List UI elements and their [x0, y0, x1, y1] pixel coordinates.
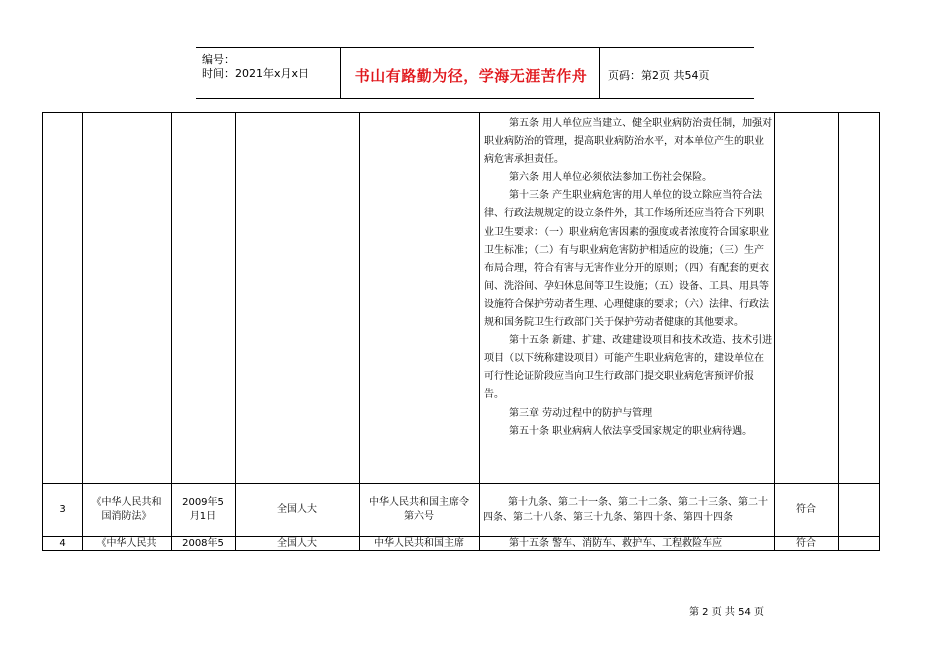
law-name: 《中华人民共和国消防法》 [91, 496, 162, 522]
applicable-clauses: 第十九条、第二十一条、第二十二条、第二十三条、第二十四条、第二十八条、第三十九条、第四十条、第四十四条 [483, 496, 768, 523]
compliance-result: 符合 [796, 503, 816, 515]
clause-paragraph: 第五条 用人单位应当建立、健全职业病防治责任制，加强对职业病防治的管理，提高职业病防治水平，对本单位产生的职业病危害承担责任。 [484, 118, 773, 166]
number-label: 编号： [202, 53, 235, 66]
regulation-table [42, 112, 880, 551]
page-label: 页码：第2页 共54页 [608, 69, 710, 82]
header-meta [196, 48, 340, 98]
motto-text: 书山有路勤为径，学海无涯苦作舟 [354, 67, 588, 85]
document-number: 中华人民共和国主席令第六号 [369, 496, 469, 522]
clause-paragraph: 第十三条 产生职业病危害的用人单位的设立除应当符合法律、行政法规规定的设立条件外，其工作场所还应当符合下列职业卫生要求：（一）职业病危害因素的强度或者浓度符合国家职业卫生标准；（二）有与职业病危害防护相适应的设施；（三）生产布局合理，符合有害与无害作业分开的原则；（四）有配套的更衣间、洗浴间、孕妇休息间等卫生设施；（五）设备、工具、用具等设施符合保护劳动者生理、心理健康的要求；（六）法律、行政法规和国务院卫生行政部门关于保护劳动者健康的其他要求。 [484, 190, 769, 329]
continued-clauses [484, 115, 773, 441]
time-label: 时间：2021年x月x日 [202, 67, 310, 80]
clause-paragraph: 第三章 劳动过程中的防护与管理 [509, 407, 653, 419]
effective-date: 2009年5月1日 [182, 496, 224, 522]
effective-date: 2008年5 [182, 537, 224, 549]
row-number: 4 [59, 537, 66, 549]
compliance-result: 符合 [796, 537, 816, 549]
issuing-body: 全国人大 [277, 503, 317, 515]
law-name: 《中华人民共 [96, 537, 157, 549]
document-number: 中华人民共和国主席 [374, 537, 464, 549]
clause-paragraph: 第六条 用人单位必须依法参加工伤社会保险。 [509, 172, 713, 184]
page-header [196, 47, 754, 99]
issuing-body: 全国人大 [277, 537, 317, 549]
header-page-cell [599, 48, 755, 98]
row-number: 3 [59, 503, 66, 515]
page-footer: 第 2 页 共 54 页 [689, 607, 764, 618]
clause-paragraph: 第十五条 新建、扩建、改建建设项目和技术改造、技术引进项目（以下统称建设项目）可能产生职业病危害的，建设单位在可行性论证阶段应当向卫生行政部门提交职业病危害预评价报告。 [484, 335, 773, 401]
applicable-clauses: 第十五条 警车、消防车、救护车、工程救险车应 [509, 537, 723, 549]
clause-paragraph: 第五十条 职业病病人依法享受国家规定的职业病待遇。 [509, 425, 753, 437]
grid-line [838, 113, 839, 550]
